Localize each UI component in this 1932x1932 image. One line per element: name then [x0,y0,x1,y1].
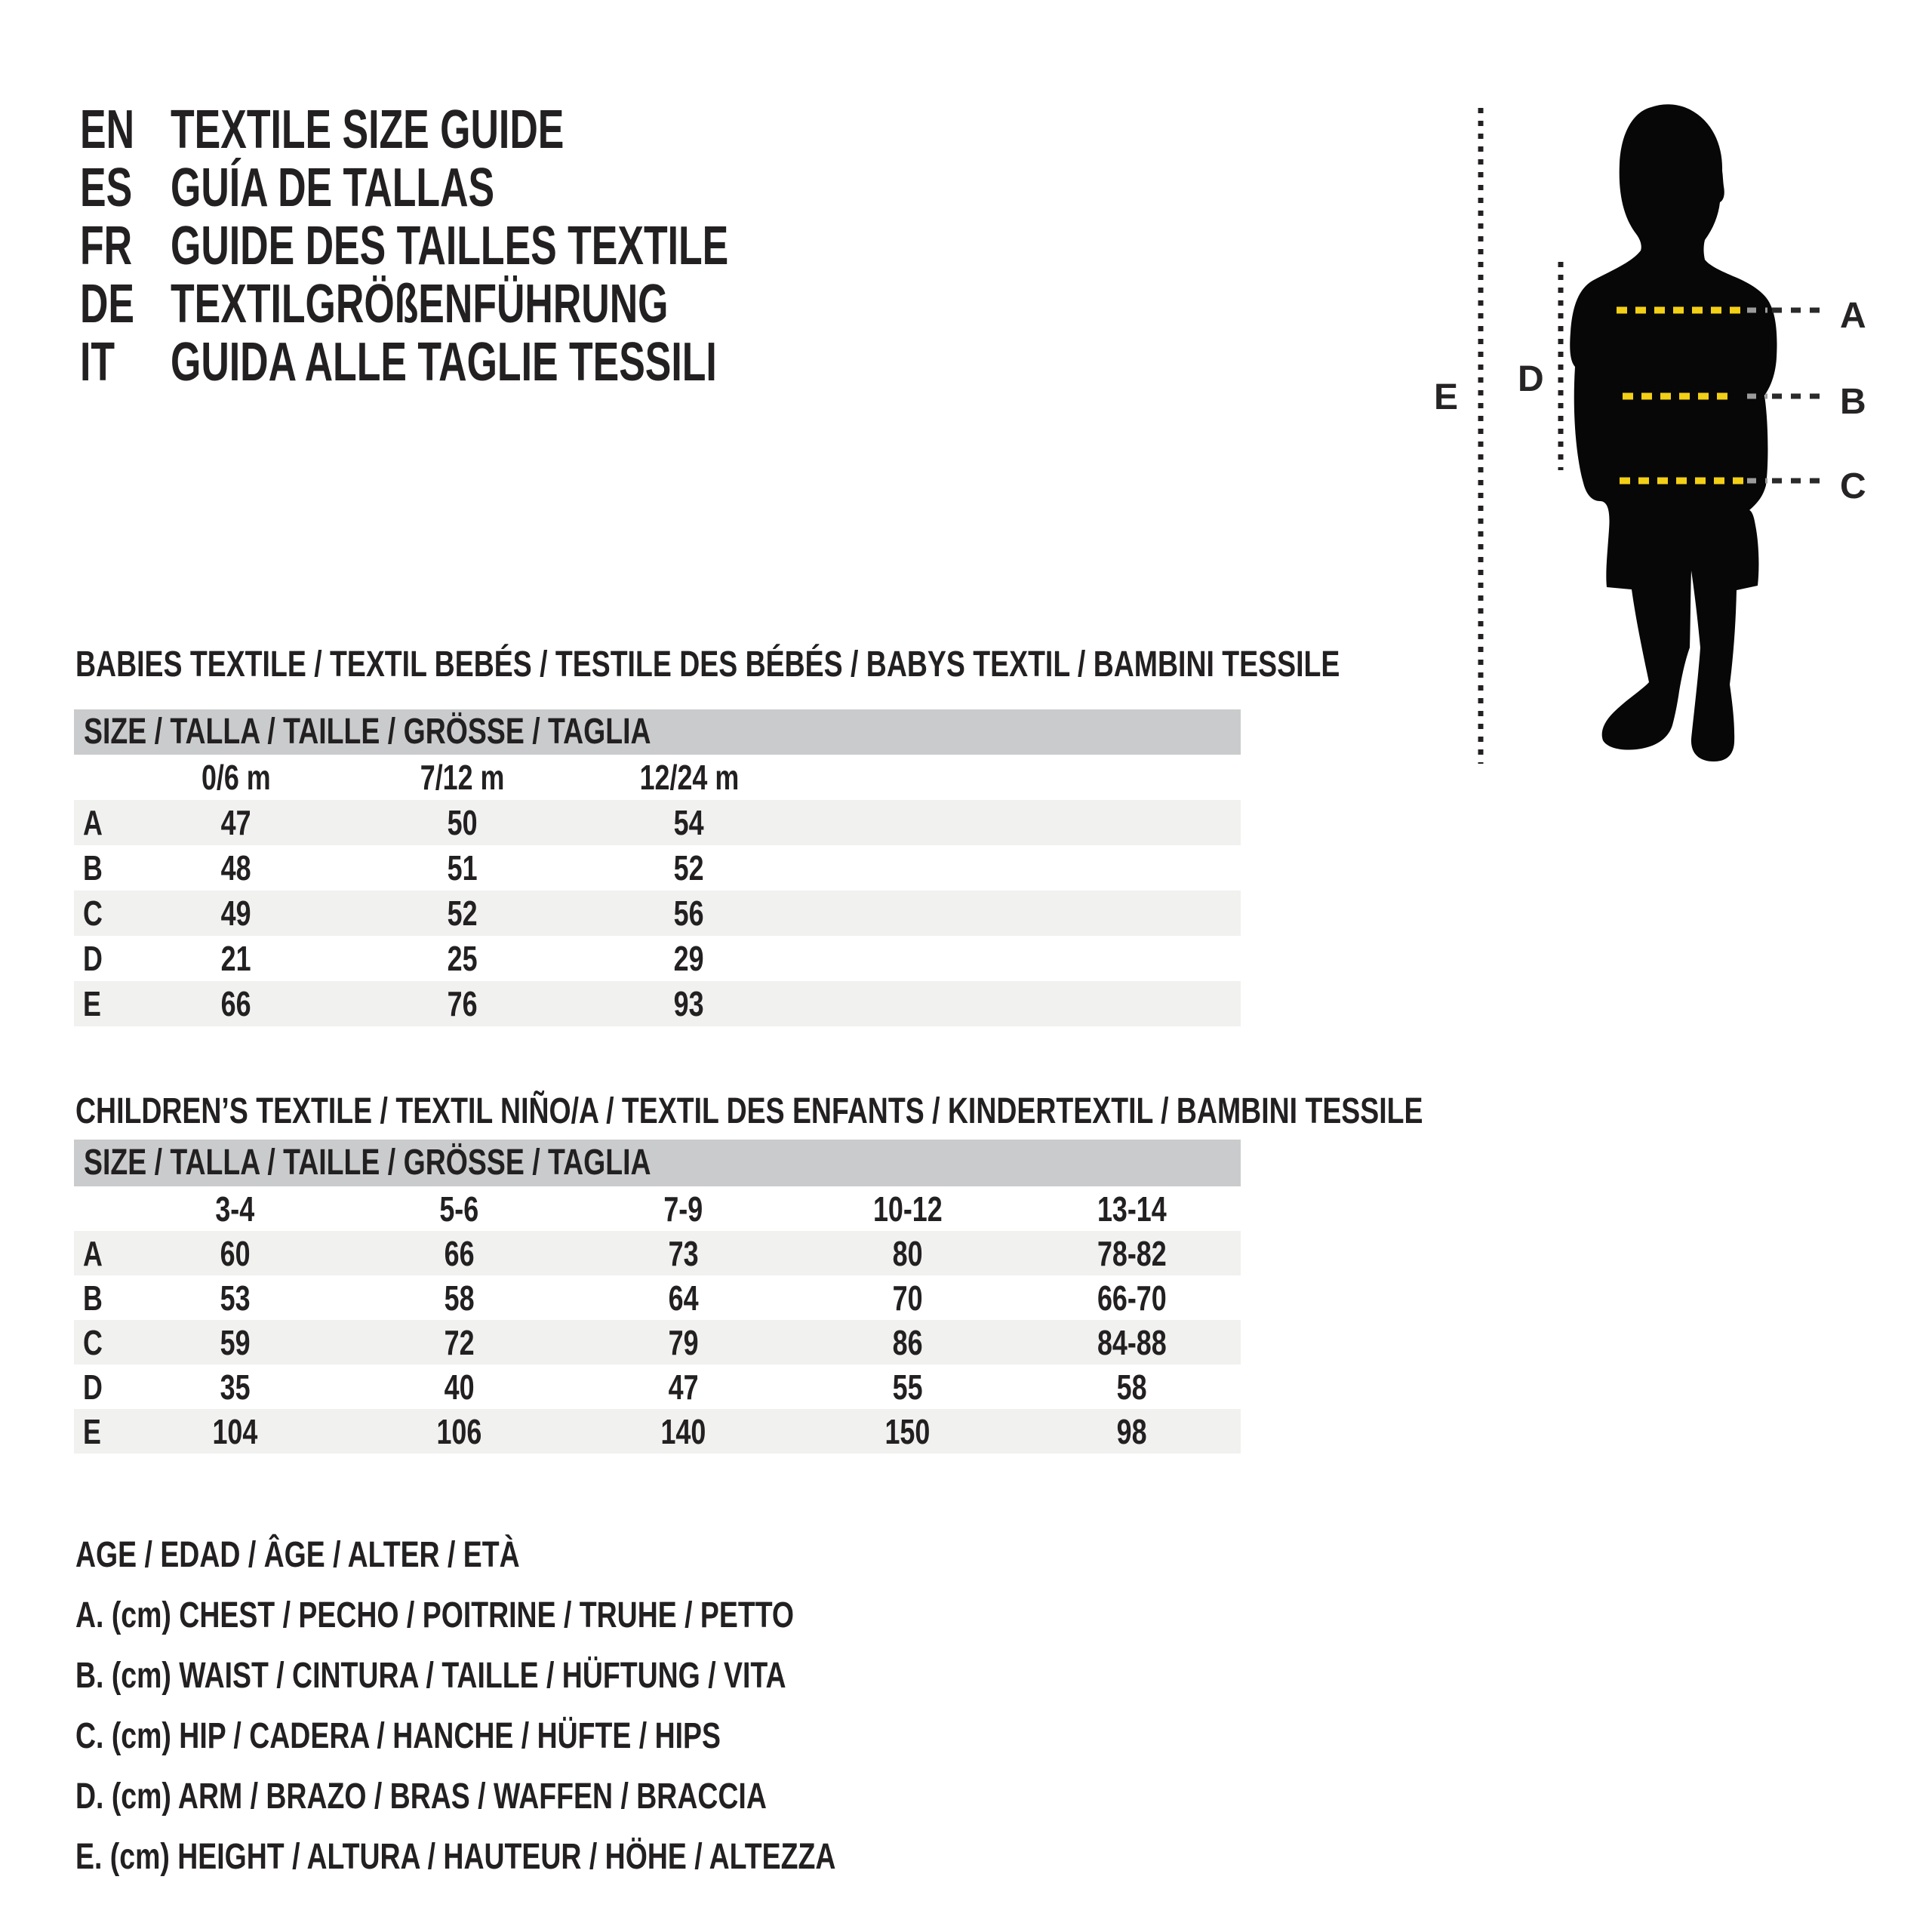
language-title: TEXTILGRÖßENFÜHRUNG [171,274,669,334]
cell: 60 [220,1233,251,1273]
arm-label: D [1518,359,1544,399]
cell: 66 [444,1233,475,1273]
cell: 52 [674,848,704,888]
table-row [74,1320,1241,1364]
cell: 66 [221,984,251,1023]
table-row [74,936,1241,981]
language-code: IT [80,332,115,392]
table-row [74,891,1241,936]
cell: 40 [444,1367,475,1407]
column-header: 13-14 [1097,1189,1167,1229]
row-label: C [83,1322,103,1362]
cell: 86 [892,1322,923,1362]
cell: 29 [674,939,704,978]
column-header: 5-6 [439,1189,479,1229]
language-title-list [80,99,1287,392]
cell: 35 [220,1367,251,1407]
legend-height: E. (cm) HEIGHT / ALTURA / HAUTEUR / HÖHE / ALTEZZA [75,1837,836,1877]
language-row-en [80,99,1287,160]
language-code: FR [80,216,133,276]
cell: 53 [220,1278,251,1318]
hip-label: C [1840,466,1866,506]
babies-section-title: BABIES TEXTILE / TEXTIL BEBÉS / TESTILE DES BÉBÉS / BABYS TEXTIL / BAMBINI TESSILE [75,645,1340,685]
babies-size-header-bar: SIZE / TALLA / TAILLE / GRÖSSE / TAGLIA [74,709,1241,755]
language-code: DE [80,274,135,334]
row-label: E [83,1411,101,1451]
cell: 25 [448,939,478,978]
column-header: 0/6 m [202,758,271,797]
row-label: D [83,1367,103,1407]
babies-size-table [74,709,1241,1026]
cell: 58 [444,1278,475,1318]
language-row-it [80,331,1287,392]
cell: 50 [448,803,478,842]
cell: 47 [668,1367,699,1407]
row-label: D [83,939,103,978]
table-row [74,1409,1241,1454]
cell: 49 [221,894,251,933]
table-row [74,1231,1241,1275]
cell: 58 [1116,1367,1147,1407]
children-column-header-row [74,1186,1241,1231]
row-label: A [83,1233,103,1273]
row-label: B [83,1278,103,1318]
legend-chest: A. (cm) CHEST / PECHO / POITRINE / TRUHE / PETTO [75,1595,795,1635]
language-code: ES [80,158,133,218]
legend-waist: B. (cm) WAIST / CINTURA / TAILLE / HÜFTUNG / VITA [75,1656,786,1696]
column-header: 3-4 [215,1189,255,1229]
table-row [74,1275,1241,1320]
language-title: GUÍA DE TALLAS [171,158,495,218]
language-row-de [80,273,1287,334]
cell: 59 [220,1322,251,1362]
cell: 48 [221,848,251,888]
column-header: 7/12 m [420,758,505,797]
language-row-es [80,157,1287,218]
cell: 93 [674,984,704,1023]
children-section-title: CHILDREN’S TEXTILE / TEXTIL NIÑO/A / TEXTIL DES ENFANTS / KINDERTEXTIL / BAMBINI TESSILE [75,1091,1423,1131]
cell: 47 [221,803,251,842]
waist-label: B [1840,382,1866,422]
legend-arm: D. (cm) ARM / BRAZO / BRAS / WAFFEN / BRACCIA [75,1777,767,1817]
cell: 106 [436,1411,482,1451]
row-label: E [83,984,101,1023]
cell: 66-70 [1097,1278,1167,1318]
row-label: A [83,803,103,842]
cell: 55 [892,1367,923,1407]
column-header: 12/24 m [639,758,739,797]
children-size-table [74,1140,1241,1454]
language-title: GUIDA ALLE TAGLIE TESSILI [171,332,717,392]
children-size-header-bar: SIZE / TALLA / TAILLE / GRÖSSE / TAGLIA [74,1140,1241,1186]
cell: 56 [674,894,704,933]
table-row [74,845,1241,891]
table-row [74,1364,1241,1409]
measurement-legend [75,1525,1358,1887]
cell: 21 [221,939,251,978]
cell: 76 [448,984,478,1023]
language-title: TEXTILE SIZE GUIDE [171,100,565,160]
cell: 98 [1116,1411,1147,1451]
cell: 70 [892,1278,923,1318]
cell: 72 [444,1322,475,1362]
babies-column-header-row [74,755,1241,800]
cell: 104 [212,1411,258,1451]
column-header: 7-9 [663,1189,703,1229]
cell: 80 [892,1233,923,1273]
column-header: 10-12 [872,1189,943,1229]
cell: 73 [668,1233,699,1273]
cell: 64 [668,1278,699,1318]
legend-age: AGE / EDAD / ÂGE / ALTER / ETÀ [75,1535,520,1575]
cell: 78-82 [1097,1233,1167,1273]
cell: 79 [668,1322,699,1362]
chest-label: A [1840,296,1866,336]
cell: 84-88 [1097,1322,1167,1362]
cell: 150 [884,1411,931,1451]
cell: 52 [448,894,478,933]
language-code: EN [80,100,135,160]
height-label: E [1434,377,1459,417]
row-label: B [83,848,103,888]
row-label: C [83,894,103,933]
legend-hip: C. (cm) HIP / CADERA / HANCHE / HÜFTE / HIPS [75,1716,721,1756]
cell: 51 [448,848,478,888]
table-row [74,800,1241,845]
cell: 140 [660,1411,706,1451]
language-row-fr [80,215,1287,276]
language-title: GUIDE DES TAILLES TEXTILE [171,216,729,276]
table-row [74,981,1241,1026]
cell: 54 [674,803,704,842]
